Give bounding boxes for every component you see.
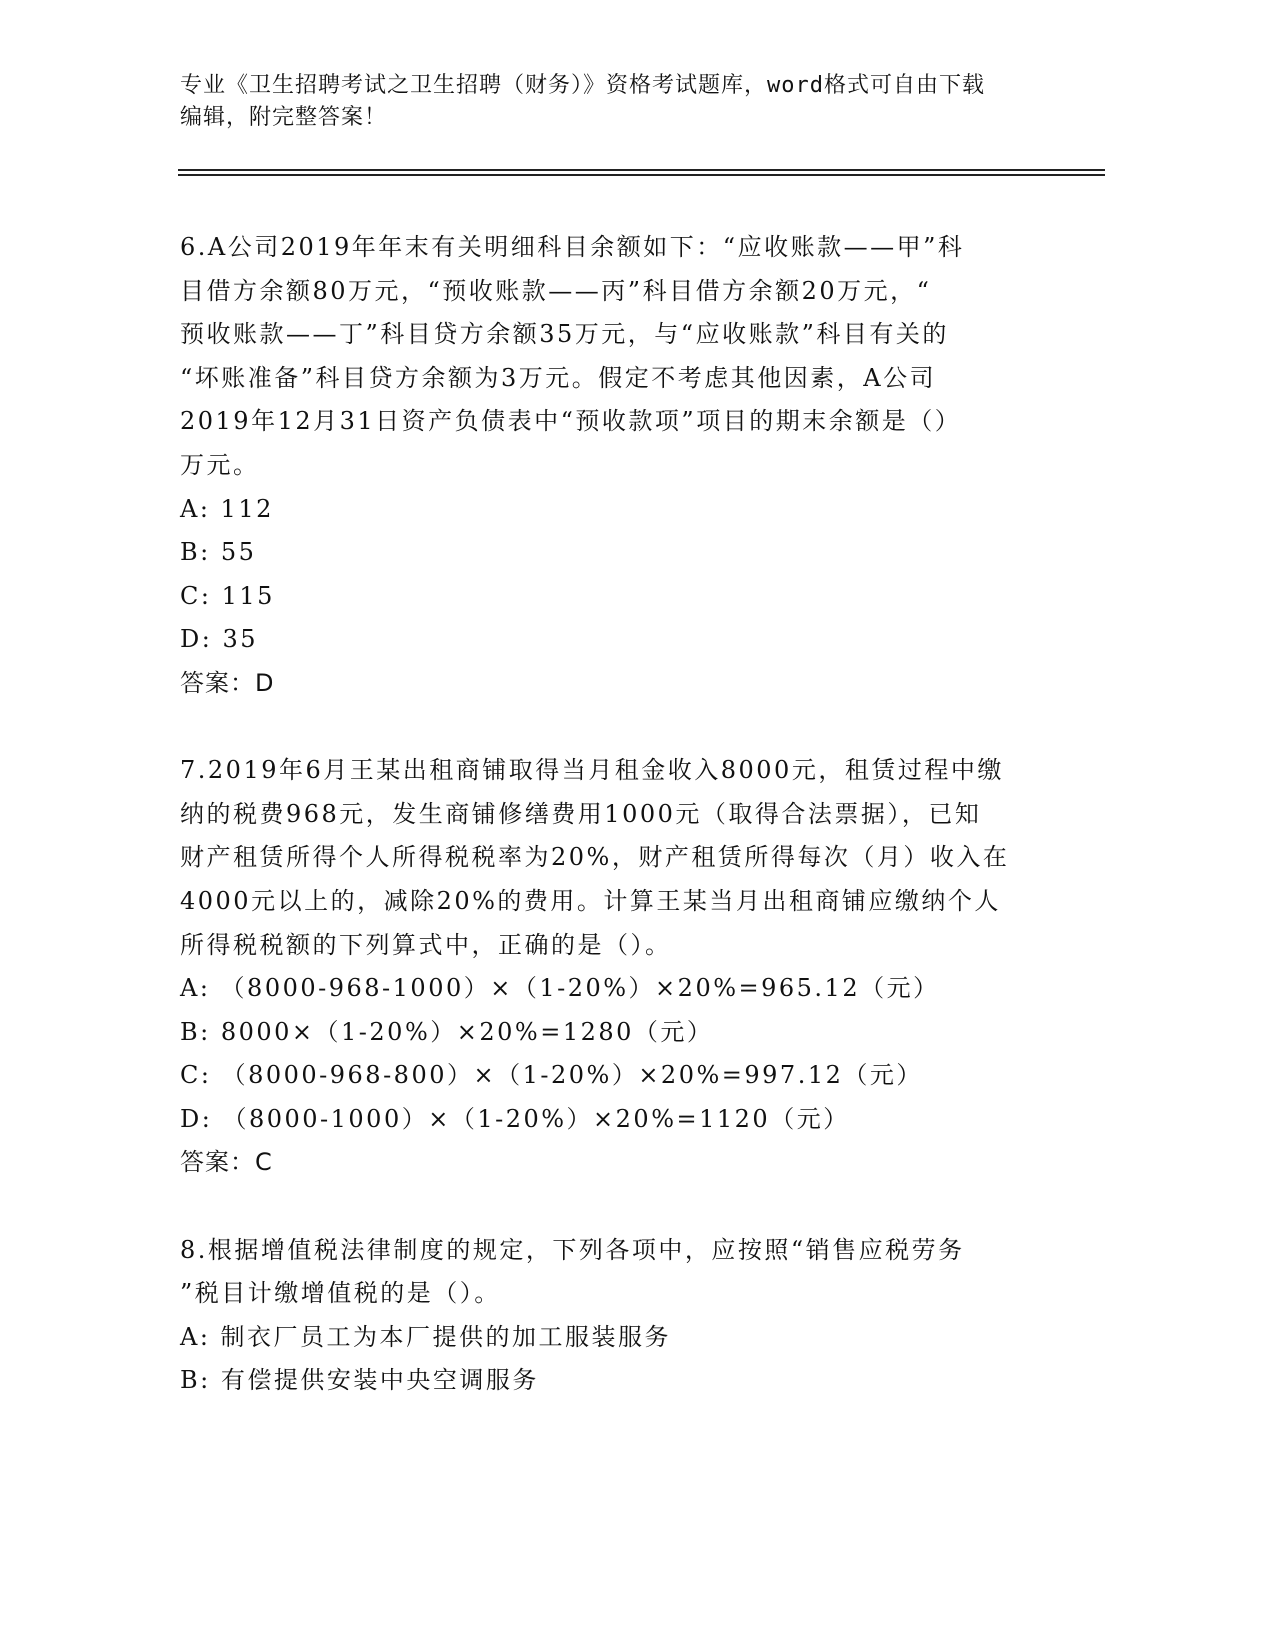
question-stem-line: 财产租赁所得个人所得税税率为20%，财产租赁所得每次（月）收入在 <box>180 843 1010 872</box>
question-stem-line: 4000元以上的，减除20%的费用。计算王某当月出租商铺应缴纳个人 <box>180 886 1001 915</box>
option-b: B: 有偿提供安装中央空调服务 <box>180 1366 539 1395</box>
document-header <box>180 70 1060 134</box>
question-8 <box>180 1229 1040 1403</box>
header-line: 编辑，附完整答案！ <box>180 105 388 130</box>
question-stem-line: 所得税税额的下列算式中，正确的是（）。 <box>180 930 672 959</box>
answer-label: 答案：C <box>180 1148 273 1177</box>
question-stem-line: “坏账准备”科目贷方余额为3万元。假定不考虑其他因素，A公司 <box>180 363 937 392</box>
question-spacer <box>180 1185 1040 1229</box>
question-stem-line: 2019年12月31日资产负债表中“预收款项”项目的期末余额是（） <box>180 407 962 436</box>
question-stem-line: 6.A公司2019年年末有关明细科目余额如下：“应收账款——甲”科 <box>180 233 965 261</box>
answer-label: 答案：D <box>180 668 275 697</box>
header-divider <box>178 169 1105 171</box>
option-d: D: （8000-1000）×（1-20%）×20%=1120（元） <box>180 1104 850 1133</box>
question-stem-line: 7.2019年6月王某出租商铺取得当月租金收入8000元，租赁过程中缴 <box>180 756 1004 785</box>
question-stem-line: 万元。 <box>180 450 260 479</box>
option-c: C: 115 <box>180 581 275 610</box>
option-c: C: （8000-968-800）×（1-20%）×20%=997.12（元） <box>180 1061 923 1090</box>
question-stem-line: 纳的税费968元，发生商铺修缮费用1000元（取得合法票据），已知 <box>180 799 982 828</box>
option-a: A: （8000-968-1000）×（1-20%）×20%=965.12（元） <box>180 974 940 1003</box>
option-a: A: 112 <box>180 494 274 523</box>
question-stem-line: ”税目计缴增值税的是（）。 <box>180 1279 501 1308</box>
header-line: 专业《卫生招聘考试之卫生招聘（财务）》资格考试题库，word格式可自由下载 <box>180 73 985 98</box>
question-7 <box>180 749 1040 1185</box>
option-a: A: 制衣厂员工为本厂提供的加工服装服务 <box>180 1322 672 1351</box>
question-list <box>180 226 1040 1403</box>
option-b: B: 55 <box>180 538 257 567</box>
question-spacer <box>180 706 1040 750</box>
header-divider <box>178 174 1105 176</box>
option-b: B: 8000×（1-20%）×20%=1280（元） <box>180 1017 714 1046</box>
question-6 <box>180 226 1040 706</box>
question-stem-line: 目借方余额80万元，“预收账款——丙”科目借方余额20万元，“ <box>180 276 932 305</box>
question-stem-line: 8.根据增值税法律制度的规定，下列各项中，应按照“销售应税劳务 <box>180 1235 965 1264</box>
question-stem-line: 预收账款——丁”科目贷方余额35万元，与“应收账款”科目有关的 <box>180 320 949 349</box>
option-d: D: 35 <box>180 625 258 654</box>
